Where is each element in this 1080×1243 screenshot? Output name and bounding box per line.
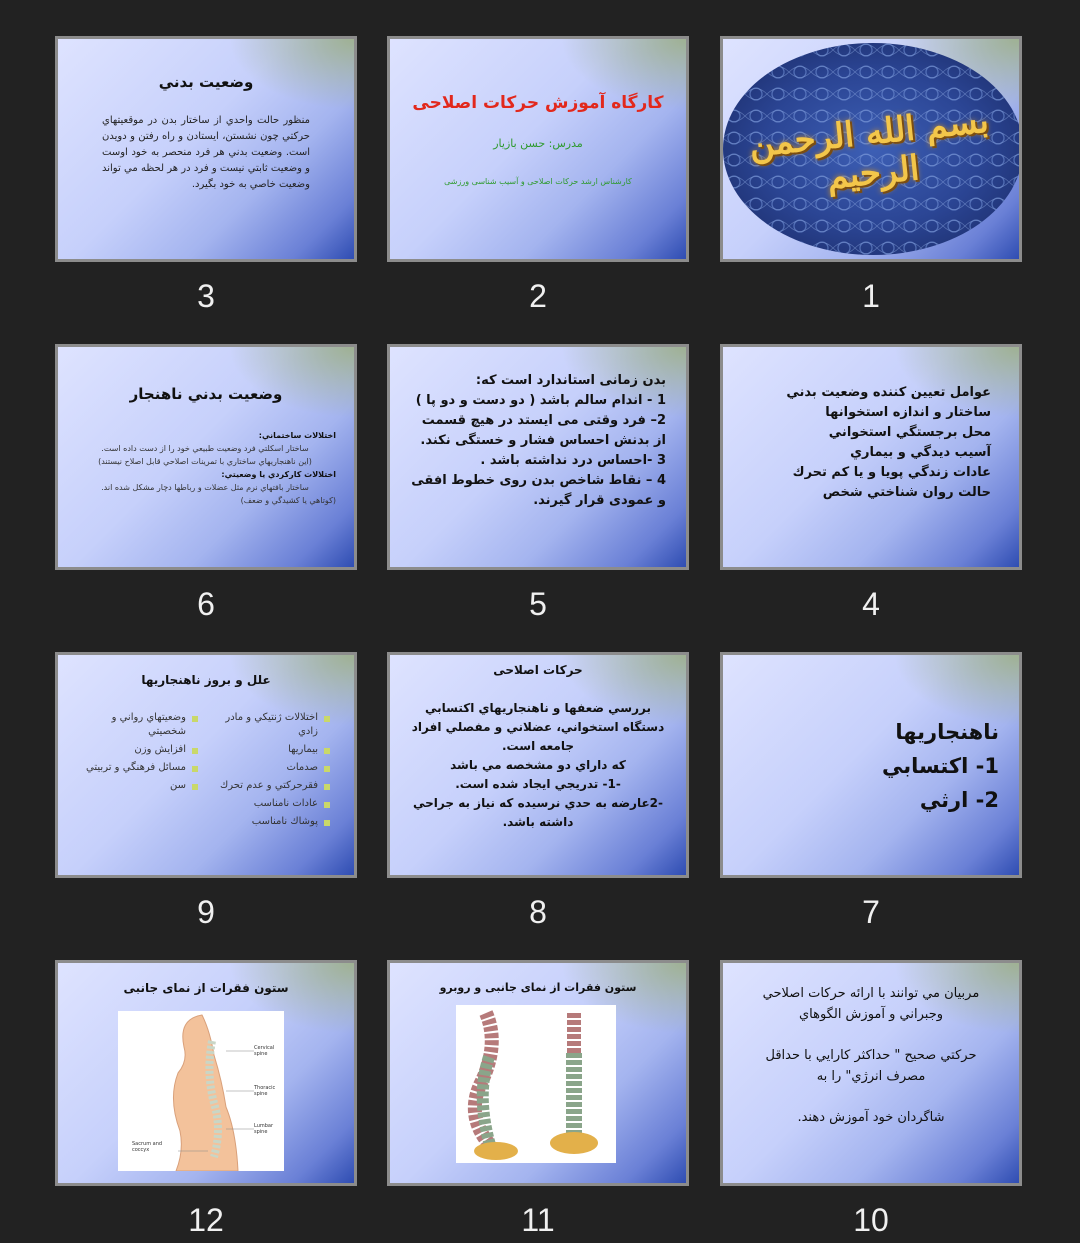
causes-list-left	[80, 711, 198, 797]
list-item: بيماريها	[212, 743, 330, 757]
slide-title: وضعيت بدني	[158, 73, 254, 91]
slide-thumbnail-10[interactable]	[720, 960, 1022, 1186]
list-item: مسائل فرهنگي و تربيتي	[80, 761, 198, 775]
spine-label-thoracic: Thoracic spine	[254, 1085, 276, 1097]
list-item: افزايش وزن	[80, 743, 198, 757]
spine-label-lumbar: Lumbar spine	[254, 1123, 274, 1135]
body-line: ساختار و اندازه استخوانها	[825, 405, 991, 420]
list-item: فقرحركتي و عدم تحرك	[212, 779, 330, 793]
list-item: سن	[80, 779, 198, 793]
slide-number-8: 8	[529, 894, 547, 930]
bismillah-text: بسم الله الرحمن الرحیم	[747, 100, 991, 198]
body-line: 4 – نقاط شاخص بدن روی خطوط افقی و عمودی قرار گیرند.	[411, 473, 666, 508]
slide-body	[747, 983, 995, 1128]
slide-thumbnail-4[interactable]	[720, 344, 1022, 570]
slide-title: حرکات اصلاحی	[493, 663, 583, 677]
slide-title: کارگاه آموزش حرکات اصلاحی	[412, 93, 664, 113]
slide-title: وضعيت بدني ناهنجار	[129, 385, 283, 403]
body-line: مربيان مي توانند با ارائه حركات اصلاحي وجبراني و آموزش الگوهاي	[762, 986, 980, 1022]
body-line: (اين ناهنجاريهاي ساختاري با تمرينات اصلاحي قابل اصلاح نيستند)	[98, 457, 312, 466]
slide-number-7: 7	[862, 894, 880, 930]
slide-number-1: 1	[862, 278, 880, 314]
spine-front-view	[550, 1013, 598, 1154]
body-line: بدن زمانی استاندارد است که:	[475, 373, 666, 388]
spine-side-front-illustration	[456, 1005, 616, 1163]
body-line: حالت روان شناختي شخص	[822, 485, 991, 500]
slide-number-6: 6	[197, 586, 215, 622]
teacher-name: مدرس: حسن بازیار	[493, 137, 583, 150]
body-line: شاگردان خود آموزش دهند.	[797, 1110, 945, 1125]
slide-number-2: 2	[529, 278, 547, 314]
body-line: حركتي صحيح " حداكثر كارايي با حداقل مصرف انرژي" را به	[765, 1048, 977, 1084]
slide-thumbnail-12[interactable]	[55, 960, 357, 1186]
spine-image-frame	[118, 1011, 284, 1171]
slide-body	[410, 371, 666, 511]
slide-number-12: 12	[188, 1202, 224, 1238]
slide-number-5: 5	[529, 586, 547, 622]
slide-body: منظور حالت واحدي از ساختار بدن در موقعيتهاي حركتي چون نشستن، ايستادن و راه رفتن و دويدن است. وضعيت بدني هر فرد منحصر به خود اوست و وضعيت ثابتي نيست و فرد در هر لحظه مي تواند وضعيت خاصي به خود بگيرد.	[102, 115, 310, 190]
slide-body	[406, 699, 670, 832]
spine-label-cervical: Cervical spine	[254, 1045, 275, 1057]
body-line: عادات زندگي پويا و يا كم تحرك	[792, 465, 991, 480]
body-line: آسيب ديدگي و بيماري	[850, 445, 991, 460]
slide-thumbnail-1[interactable]	[720, 36, 1022, 262]
body-line: ساختار اسكلتي فرد وضعيت طبيعي خود را از دست داده است.	[101, 444, 309, 453]
causes-list-right	[212, 711, 330, 833]
slide-body	[743, 715, 999, 817]
body-line: عوامل تعيين كننده وضعيت بدني	[786, 385, 991, 400]
body-line: (كوتاهي يا كشيدگي و ضعف)	[240, 496, 336, 505]
slide-number-9: 9	[197, 894, 215, 930]
spine-image-frame	[456, 1005, 616, 1163]
slide-thumbnail-8[interactable]	[387, 652, 689, 878]
slide-title: علل و بروز ناهنجاريها	[141, 673, 271, 687]
spine-side-view	[474, 1013, 518, 1160]
body-heading: اختلالات كاركردي يا وضعيتي:	[221, 470, 336, 479]
slide-number-10: 10	[853, 1202, 889, 1238]
body-line: 2- ارثي	[919, 788, 999, 812]
body-line: 2– فرد وقتی می ایستد در هیچ قسمت از بدنش احساس فشار و خستگی نکند.	[420, 413, 666, 448]
slide-thumbnail-7[interactable]	[720, 652, 1022, 878]
slide-thumbnail-2[interactable]	[387, 36, 689, 262]
body-line: ناهنجاريها	[895, 720, 999, 744]
slide-thumbnail-5[interactable]	[387, 344, 689, 570]
slide-title: ستون فقرات از نمای جانبی	[123, 981, 289, 995]
slide-thumbnail-6[interactable]	[55, 344, 357, 570]
slide-title: ستون فقرات از نمای جانبی و روبرو	[439, 981, 637, 994]
body-heading: اختلالات ساختماني:	[258, 431, 336, 440]
body-line: بررسي ضعفها و ناهنجاريهاي اكتسابي دستگاه استخواني، عضلاني و مفصلي افراد جامعه است.	[411, 701, 665, 753]
slide-body	[74, 429, 336, 507]
list-item: وضعيتهاي رواني و شخصيتي	[80, 711, 198, 739]
list-item: پوشاك نامناسب	[212, 815, 330, 829]
body-line: 1- اكتسابي	[881, 754, 999, 778]
body-line: 3 -احساس درد نداشته باشد .	[480, 453, 666, 468]
slide-number-11: 11	[521, 1202, 555, 1238]
slide-number-3: 3	[197, 278, 215, 314]
slide-number-4: 4	[862, 586, 880, 622]
slide-thumbnail-9[interactable]	[55, 652, 357, 878]
body-line: 1 - اندام سالم باشد ( دو دست و دو پا )	[415, 393, 666, 408]
body-line: -1- تدريجي ايجاد شده است.	[455, 777, 621, 791]
slide-subtitle: کارشناس ارشد حرکات اصلاحی و آسیب شناسی ورزشی	[444, 177, 632, 186]
slide-thumbnail-3[interactable]	[55, 36, 357, 262]
list-item: اختلالات ژنتيكي و مادر زادي	[212, 711, 330, 739]
body-line: -2عارضه به حدي نرسيده كه نياز به جراحي داشته باشد.	[413, 796, 663, 829]
slide-thumbnail-11[interactable]	[387, 960, 689, 1186]
body-line: محل برجستگي استخواني	[828, 425, 991, 440]
body-line: ساختار بافتهاي نرم مثل عضلات و رباطها دچار مشكل شده اند.	[101, 483, 309, 492]
slide-body	[743, 383, 991, 503]
list-item: صدمات	[212, 761, 330, 775]
spine-label-sacrum: Sacrum and coccyx	[132, 1141, 163, 1153]
body-line: که داراي دو مشخصه مي باشد	[450, 758, 626, 772]
list-item: عادات نامناسب	[212, 797, 330, 811]
